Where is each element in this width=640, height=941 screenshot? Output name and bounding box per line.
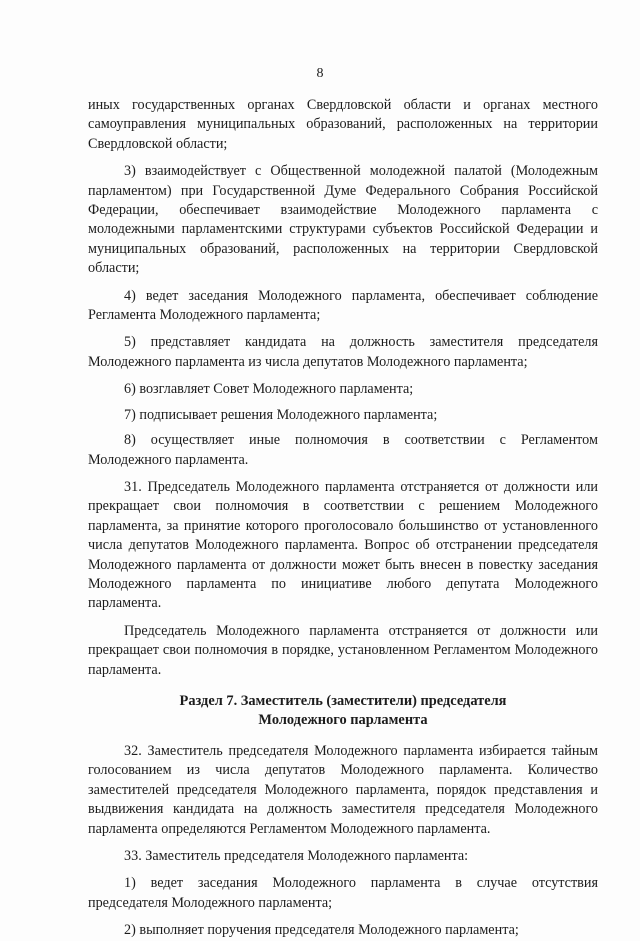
paragraph-32: 32. Заместитель председателя Молодежного парламента избирается тайным голосованием из числа депутатов Молодежного парламента. Количество заместителей председателя Молодежного парламента, порядок представления и выдвижения кандидата на должность заместителя председателя Молодежного парламента определяются Регламентом Молодежного парламента. <box>88 742 598 837</box>
paragraph-item-3: 3) взаимодействует с Общественной молодежной палатой (Молодежным парламентом) при Государственной Думе Федерального Собрания Российской Федерации, обеспечивает взаимодействие Молодежного парламента с молодежными парламентскими структурами субъектов Российской Федерации и муниципальных образований, расположенных на территории Свердловской области; <box>88 163 598 277</box>
section-heading <box>88 692 598 730</box>
paragraph-33-item-2: 2) выполняет поручения председателя Молодежного парламента; <box>124 922 519 939</box>
paragraph-31-cont: Председатель Молодежного парламента отстраняется от должности или прекращает свои полномочия в порядке, установленном Регламентом Молодежного парламента. <box>88 622 598 678</box>
paragraph-33-item-1: 1) ведет заседания Молодежного парламента в случае отсутствия председателя Молодежного парламента; <box>88 875 598 911</box>
paragraph-item-6: 6) возглавляет Совет Молодежного парламента; <box>124 381 414 398</box>
document-body <box>88 96 598 941</box>
section-heading-line2: Молодежного парламента <box>258 711 428 728</box>
section-heading-line1: Раздел 7. Заместитель (заместители) председателя <box>179 692 507 709</box>
paragraph-item-7: 7) подписывает решения Молодежного парламента; <box>124 406 438 423</box>
page-number: 8 <box>316 66 324 81</box>
paragraph-33: 33. Заместитель председателя Молодежного парламента: <box>124 848 469 864</box>
paragraph-item-8: 8) осуществляет иные полномочия в соответствии с Регламентом Молодежного парламента. <box>88 432 598 468</box>
paragraph-continuation: иных государственных органах Свердловской области и органах местного самоуправления муниципальных образований, расположенных на территории Свердловской области; <box>88 97 598 152</box>
paragraph-item-5: 5) представляет кандидата на должность заместителя председателя Молодежного парламента из числа депутатов Молодежного парламента; <box>88 334 598 370</box>
paragraph-31: 31. Председатель Молодежного парламента отстраняется от должности или прекращает свои полномочия в соответствии с решением Молодежного парламента, за принятие которого проголосовало большинство от установленного числа депутатов Молодежного парламента. Вопрос об отстранении председателя Молодежного парламента от должности может быть внесен в повестку заседания Молодежного парламента по инициативе любого депутата Молодежного парламента. <box>88 478 598 612</box>
paragraph-item-4: 4) ведет заседания Молодежного парламента, обеспечивает соблюдение Регламента Молодежного парламента; <box>88 287 598 324</box>
